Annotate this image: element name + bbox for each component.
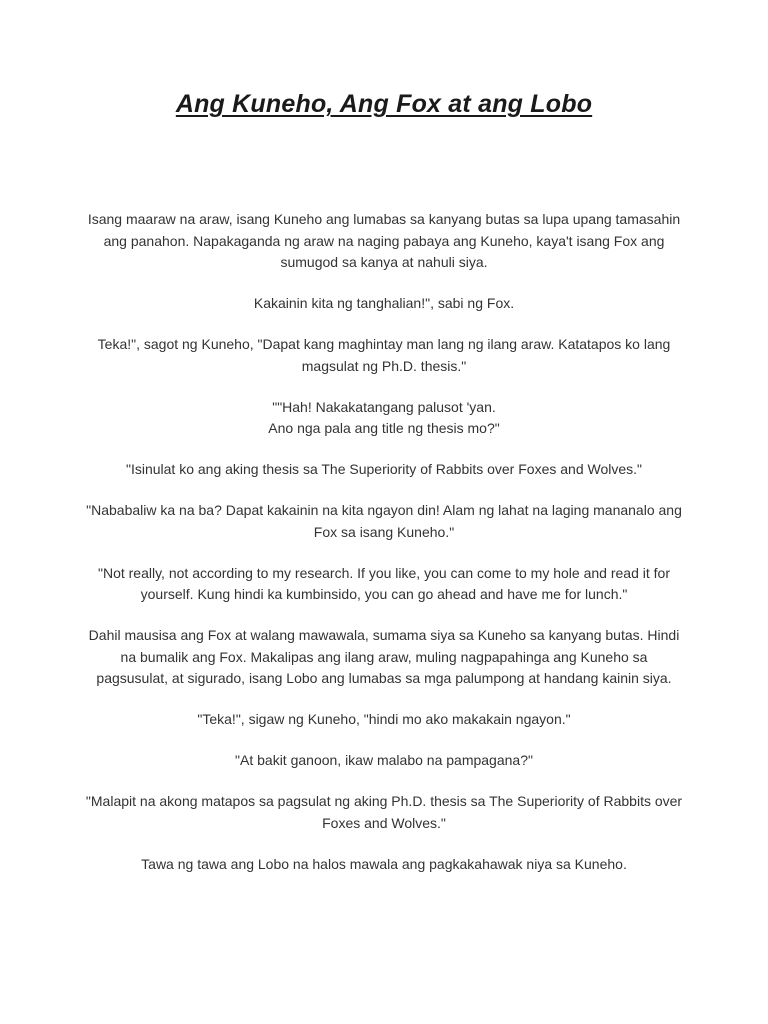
paragraph-6: "Nababaliw ka na ba? Dapat kakainin na kita ngayon din! Alam ng lahat na laging mananalo ang Fox sa isang Kuneho." (86, 502, 682, 540)
paragraph-8: Dahil mausisa ang Fox at walang mawawala, sumama siya sa Kuneho sa kanyang butas. Hindi na bumalik ang Fox. Makalipas ang ilang araw, muling nagpapahinga ang Kuneho sa pagsusulat, at sigurado, isang Lobo ang lumabas sa mga palumpong at handang kainin siya. (88, 627, 680, 686)
paragraph-9: "Teka!", sigaw ng Kuneho, "hindi mo ako makakain ngayon." (197, 711, 571, 727)
paragraph-4: ""Hah! Nakakatangang palusot 'yan. Ano nga pala ang title ng thesis mo?" (268, 398, 500, 436)
document-title: Ang Kuneho, Ang Fox at ang Lobo (175, 90, 593, 118)
paragraph-3: Teka!", sagot ng Kuneho, "Dapat kang maghintay man lang ng ilang araw. Katatapos ko lang magsulat ng Ph.D. thesis." (97, 336, 671, 374)
paragraph-2: Kakainin kita ng tanghalian!", sabi ng Fox. (253, 295, 515, 311)
paragraph-12: Tawa ng tawa ang Lobo na halos mawala ang pagkakahawak niya sa Kuneho. (141, 855, 627, 872)
document-body (84, 209, 684, 895)
paragraph-1: Isang maaraw na araw, isang Kuneho ang lumabas sa kanyang butas sa lupa upang tamasahin ang panahon. Napakaganda ng araw na naging pabaya ang Kuneho, kaya't isang Fox ang sumugod sa kanya at nahuli siya. (87, 211, 681, 270)
paragraph-10: "At bakit ganoon, ikaw malabo na pampagana?" (235, 752, 533, 768)
paragraph-11: "Malapit na akong matapos sa pagsulat ng aking Ph.D. thesis sa The Superiority of Rabbits over Foxes and Wolves." (85, 793, 683, 831)
paragraph-5: "Isinulat ko ang aking thesis sa The Superiority of Rabbits over Foxes and Wolves." (125, 461, 643, 477)
paragraph-7: "Not really, not according to my research. If you like, you can come to my hole and read it for yourself. Kung hindi ka kumbinsido, you can go ahead and have me for lunch." (98, 564, 670, 602)
